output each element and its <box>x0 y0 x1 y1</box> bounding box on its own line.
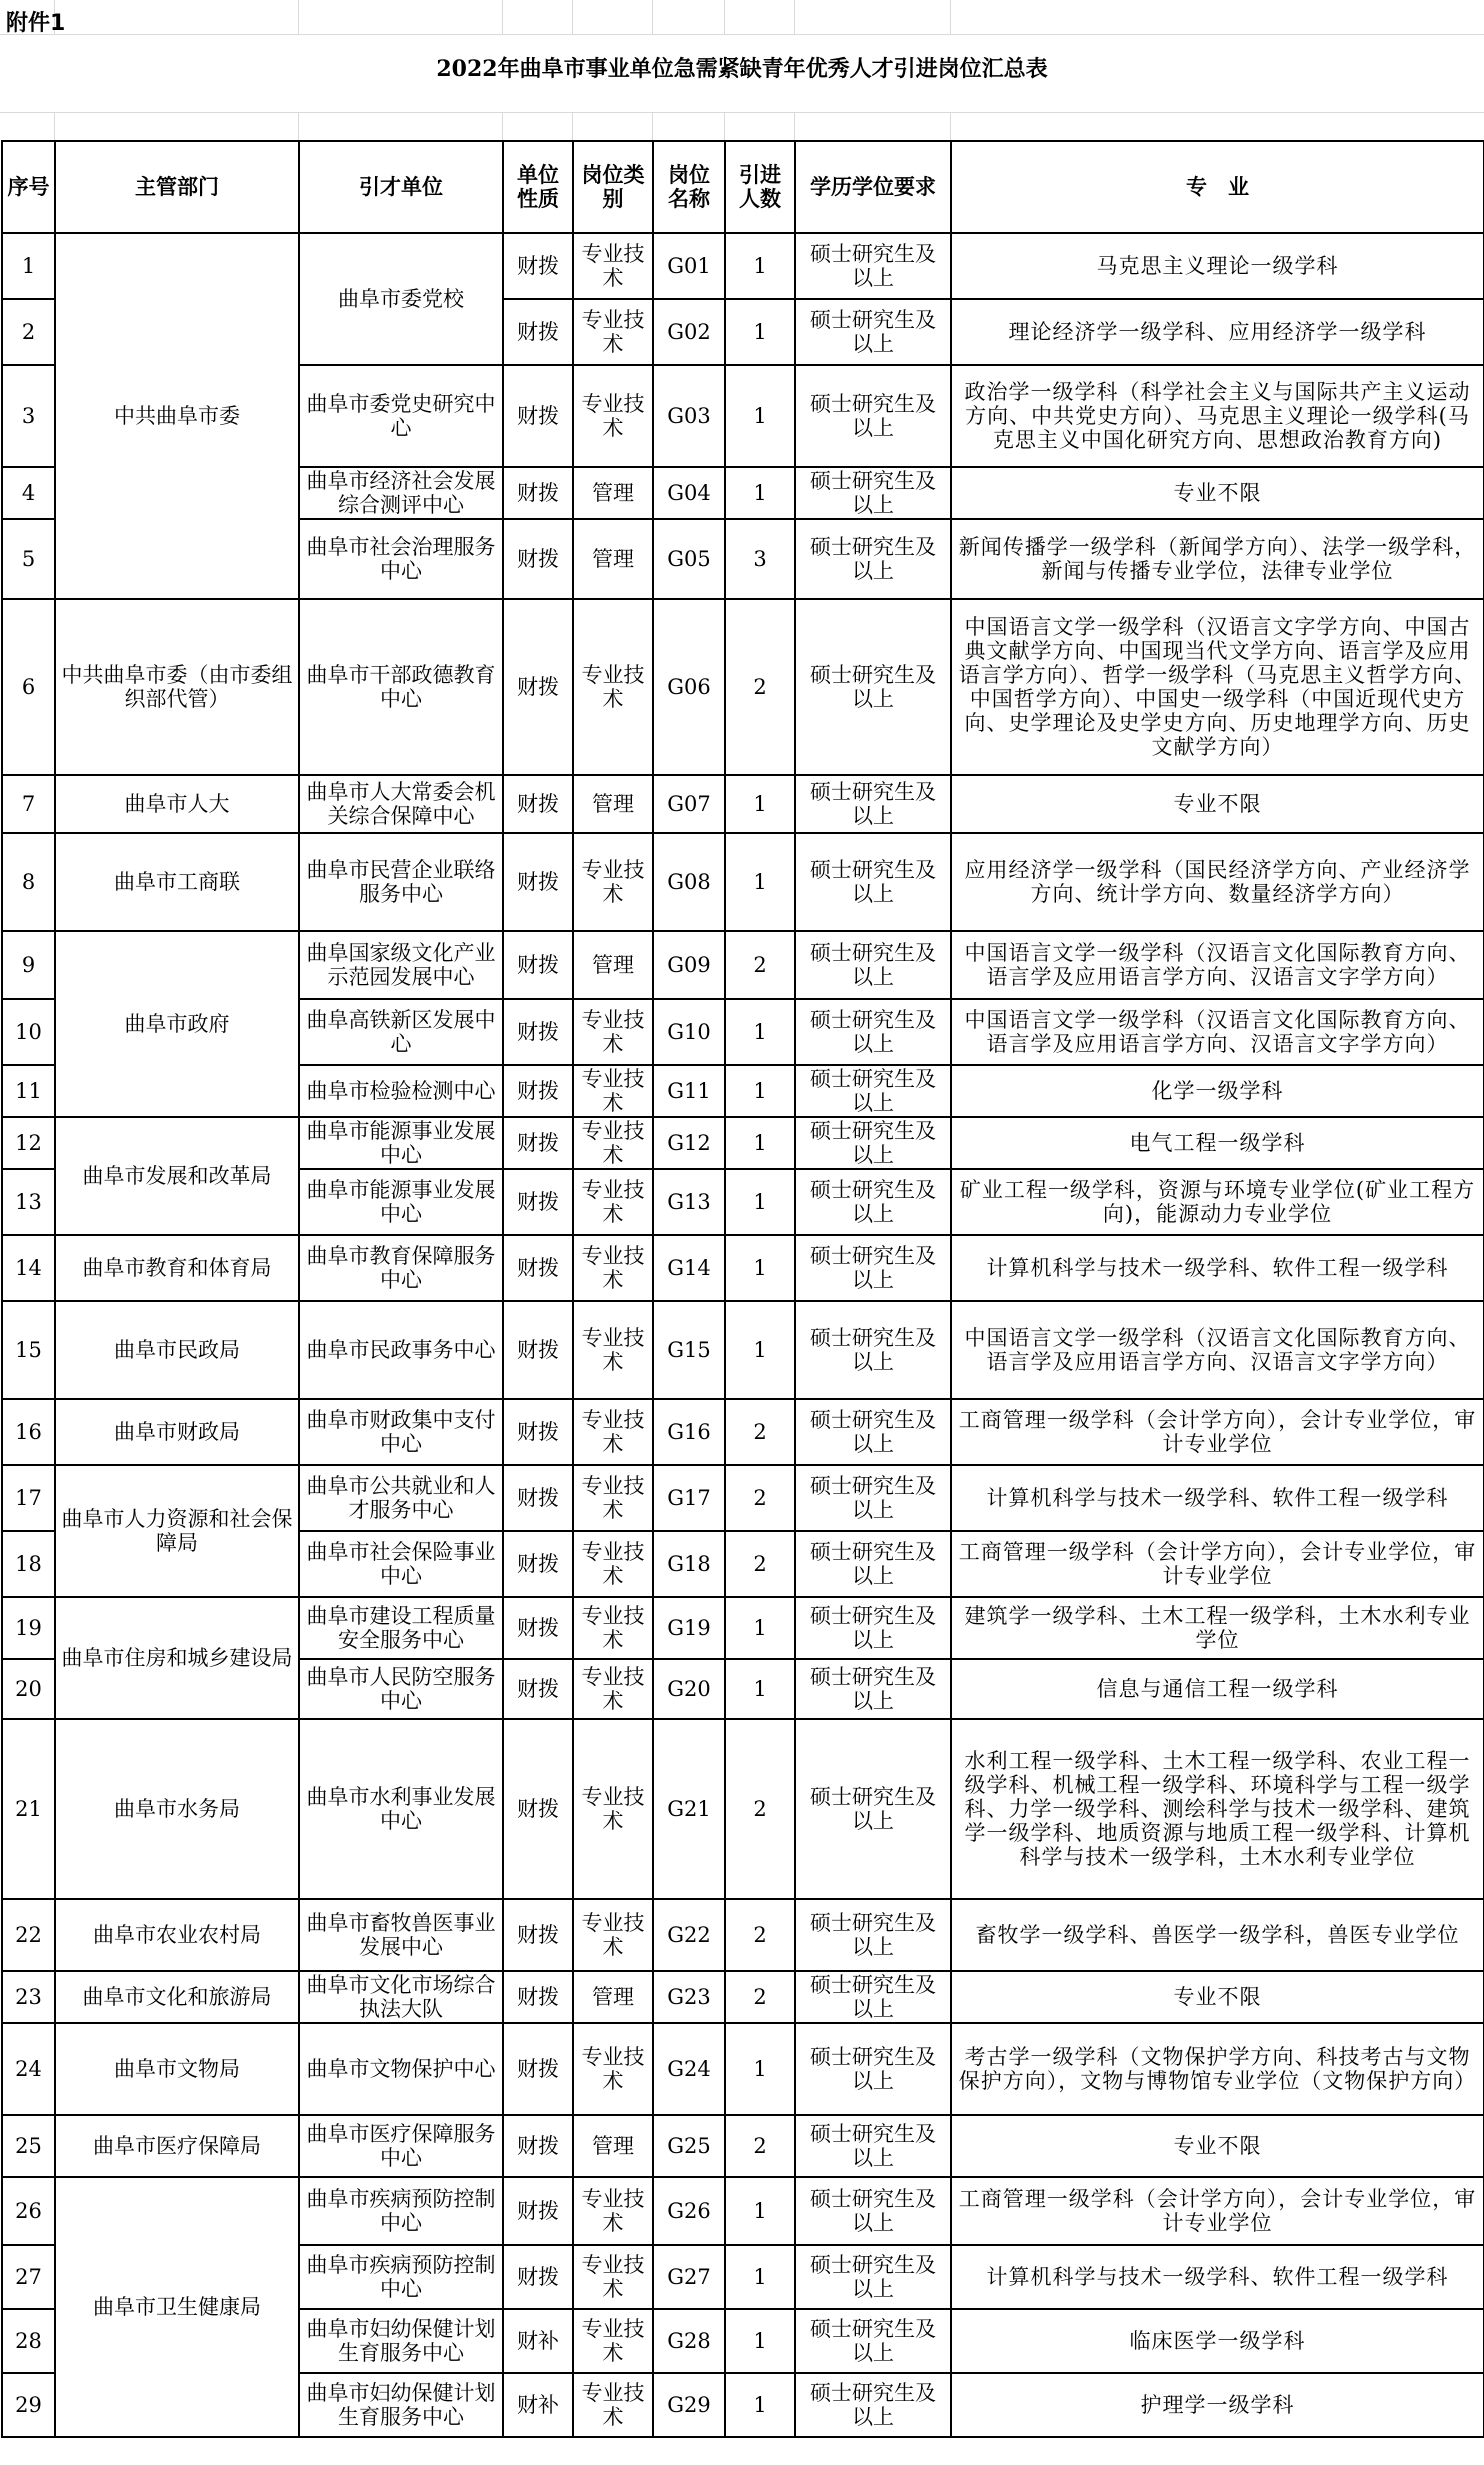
cell-nature: 财拨 <box>503 519 573 599</box>
cell-seq: 4 <box>2 467 55 519</box>
cell-education: 硕士研究生及以上 <box>795 1659 951 1719</box>
grid-line <box>502 112 503 140</box>
cell-count: 1 <box>725 2245 795 2309</box>
table-row <box>2 599 1484 775</box>
cell-count: 1 <box>725 1169 795 1235</box>
cell-unit: 曲阜市能源事业发展中心 <box>299 1117 503 1169</box>
cell-major: 中国语言文学一级学科（汉语言文字学方向、中国古典文献学方向、中国现当代文学方向、语言学及应用语言学方向）、哲学一级学科（马克思主义哲学方向、中国哲学方向）、中国史一级学科（中国近现代史方向、史学理论及史学史方向、历史地理学方向、历史文献学方向） <box>951 599 1484 775</box>
header-category: 岗位类别 <box>573 141 653 233</box>
cell-nature: 财拨 <box>503 299 573 365</box>
cell-category: 专业技术 <box>573 2023 653 2115</box>
cell-nature: 财拨 <box>503 1597 573 1659</box>
cell-seq: 21 <box>2 1719 55 1899</box>
cell-major: 新闻传播学一级学科（新闻学方向）、法学一级学科，新闻与传播专业学位，法律专业学位 <box>951 519 1484 599</box>
cell-education: 硕士研究生及以上 <box>795 233 951 299</box>
cell-category: 专业技术 <box>573 1899 653 1971</box>
cell-nature: 财拨 <box>503 1899 573 1971</box>
cell-education: 硕士研究生及以上 <box>795 2309 951 2373</box>
cell-unit: 曲阜市人大常委会机关综合保障中心 <box>299 775 503 833</box>
cell-count: 1 <box>725 365 795 467</box>
cell-major: 水利工程一级学科、土木工程一级学科、农业工程一级学科、机械工程一级学科、环境科学与工程一级学科、力学一级学科、测绘科学与技术一级学科、建筑学一级学科、地质资源与地质工程一级学科、计算机科学与技术一级学科，土木水利专业学位 <box>951 1719 1484 1899</box>
cell-seq: 23 <box>2 1971 55 2023</box>
cell-count: 1 <box>725 467 795 519</box>
cell-code: G28 <box>653 2309 725 2373</box>
cell-nature: 财拨 <box>503 2245 573 2309</box>
grid-line <box>0 34 1484 35</box>
cell-seq: 18 <box>2 1531 55 1597</box>
cell-unit: 曲阜市妇幼保健计划生育服务中心 <box>299 2309 503 2373</box>
cell-unit: 曲阜市社会保险事业中心 <box>299 1531 503 1597</box>
cell-major: 工商管理一级学科（会计学方向），会计专业学位，审计专业学位 <box>951 1399 1484 1465</box>
grid-line <box>724 112 725 140</box>
cell-code: G02 <box>653 299 725 365</box>
cell-department: 曲阜市文物局 <box>55 2023 299 2115</box>
cell-unit: 曲阜市公共就业和人才服务中心 <box>299 1465 503 1531</box>
cell-unit: 曲阜市民政事务中心 <box>299 1301 503 1399</box>
cell-seq: 19 <box>2 1597 55 1659</box>
cell-category: 专业技术 <box>573 299 653 365</box>
cell-department: 曲阜市住房和城乡建设局 <box>55 1597 299 1719</box>
cell-count: 1 <box>725 1301 795 1399</box>
cell-seq: 6 <box>2 599 55 775</box>
cell-seq: 10 <box>2 999 55 1065</box>
header-major: 专 业 <box>951 141 1484 233</box>
header-code: 岗位名称 <box>653 141 725 233</box>
cell-seq: 27 <box>2 2245 55 2309</box>
cell-code: G26 <box>653 2177 725 2245</box>
grid-line <box>794 0 795 34</box>
cell-education: 硕士研究生及以上 <box>795 1235 951 1301</box>
cell-unit: 曲阜市文物保护中心 <box>299 2023 503 2115</box>
cell-category: 专业技术 <box>573 1465 653 1531</box>
cell-unit: 曲阜市财政集中支付中心 <box>299 1399 503 1465</box>
cell-major: 工商管理一级学科（会计学方向），会计专业学位，审计专业学位 <box>951 2177 1484 2245</box>
cell-code: G21 <box>653 1719 725 1899</box>
cell-category: 专业技术 <box>573 1065 653 1117</box>
cell-education: 硕士研究生及以上 <box>795 1531 951 1597</box>
cell-major: 理论经济学一级学科、应用经济学一级学科 <box>951 299 1484 365</box>
cell-code: G06 <box>653 599 725 775</box>
cell-code: G19 <box>653 1597 725 1659</box>
cell-seq: 24 <box>2 2023 55 2115</box>
cell-major: 电气工程一级学科 <box>951 1117 1484 1169</box>
cell-count: 2 <box>725 599 795 775</box>
cell-nature: 财拨 <box>503 1117 573 1169</box>
cell-seq: 20 <box>2 1659 55 1719</box>
cell-education: 硕士研究生及以上 <box>795 2115 951 2177</box>
attachment-label: 附件1 <box>6 11 66 36</box>
cell-education: 硕士研究生及以上 <box>795 365 951 467</box>
cell-seq: 14 <box>2 1235 55 1301</box>
cell-category: 管理 <box>573 519 653 599</box>
cell-unit: 曲阜市疾病预防控制中心 <box>299 2245 503 2309</box>
cell-unit: 曲阜市民营企业联络服务中心 <box>299 833 503 931</box>
cell-code: G20 <box>653 1659 725 1719</box>
table-row <box>2 1971 1484 2023</box>
cell-category: 专业技术 <box>573 1399 653 1465</box>
cell-education: 硕士研究生及以上 <box>795 775 951 833</box>
table-header-row <box>2 141 1484 233</box>
cell-seq: 26 <box>2 2177 55 2245</box>
cell-code: G18 <box>653 1531 725 1597</box>
cell-major: 护理学一级学科 <box>951 2373 1484 2437</box>
table-row <box>2 775 1484 833</box>
grid-line <box>54 112 55 140</box>
cell-seq: 1 <box>2 233 55 299</box>
table-row <box>2 931 1484 999</box>
cell-unit: 曲阜市医疗保障服务中心 <box>299 2115 503 2177</box>
cell-count: 2 <box>725 2115 795 2177</box>
cell-code: G24 <box>653 2023 725 2115</box>
cell-education: 硕士研究生及以上 <box>795 931 951 999</box>
header-nature: 单位性质 <box>503 141 573 233</box>
grid-line <box>652 0 653 34</box>
cell-education: 硕士研究生及以上 <box>795 467 951 519</box>
header-unit: 引才单位 <box>299 141 503 233</box>
cell-code: G10 <box>653 999 725 1065</box>
page-title: 2022年曲阜市事业单位急需紧缺青年优秀人才引进岗位汇总表 <box>436 56 1048 82</box>
cell-nature: 财拨 <box>503 467 573 519</box>
cell-count: 1 <box>725 1065 795 1117</box>
cell-unit: 曲阜市检验检测中心 <box>299 1065 503 1117</box>
cell-major: 应用经济学一级学科（国民经济学方向、产业经济学方向、统计学方向、数量经济学方向） <box>951 833 1484 931</box>
cell-code: G14 <box>653 1235 725 1301</box>
cell-count: 1 <box>725 775 795 833</box>
cell-department: 曲阜市发展和改革局 <box>55 1117 299 1235</box>
cell-unit: 曲阜高铁新区发展中心 <box>299 999 503 1065</box>
table-row <box>2 1597 1484 1659</box>
cell-code: G09 <box>653 931 725 999</box>
cell-category: 专业技术 <box>573 1235 653 1301</box>
cell-nature: 财拨 <box>503 2115 573 2177</box>
sheet-grid-top <box>0 0 1484 140</box>
cell-unit: 曲阜市干部政德教育中心 <box>299 599 503 775</box>
cell-department: 曲阜市卫生健康局 <box>55 2177 299 2437</box>
cell-unit: 曲阜国家级文化产业示范园发展中心 <box>299 931 503 999</box>
cell-category: 专业技术 <box>573 1531 653 1597</box>
cell-count: 1 <box>725 999 795 1065</box>
cell-category: 专业技术 <box>573 2177 653 2245</box>
cell-education: 硕士研究生及以上 <box>795 519 951 599</box>
grid-line <box>298 0 299 34</box>
cell-department: 曲阜市财政局 <box>55 1399 299 1465</box>
cell-major: 专业不限 <box>951 467 1484 519</box>
cell-count: 1 <box>725 2373 795 2437</box>
table-row <box>2 1301 1484 1399</box>
cell-major: 信息与通信工程一级学科 <box>951 1659 1484 1719</box>
cell-major: 化学一级学科 <box>951 1065 1484 1117</box>
cell-education: 硕士研究生及以上 <box>795 1065 951 1117</box>
cell-category: 专业技术 <box>573 1597 653 1659</box>
cell-major: 建筑学一级学科、土木工程一级学科，土木水利专业学位 <box>951 1597 1484 1659</box>
cell-seq: 28 <box>2 2309 55 2373</box>
cell-major: 中国语言文学一级学科（汉语言文化国际教育方向、语言学及应用语言学方向、汉语言文字学方向） <box>951 931 1484 999</box>
cell-count: 1 <box>725 2023 795 2115</box>
cell-code: G07 <box>653 775 725 833</box>
cell-category: 专业技术 <box>573 2309 653 2373</box>
table-row <box>2 1465 1484 1531</box>
cell-department: 曲阜市人力资源和社会保障局 <box>55 1465 299 1597</box>
cell-nature: 财拨 <box>503 999 573 1065</box>
cell-code: G11 <box>653 1065 725 1117</box>
cell-seq: 29 <box>2 2373 55 2437</box>
cell-major: 考古学一级学科（文物保护学方向、科技考古与文物保护方向），文物与博物馆专业学位（文物保护方向） <box>951 2023 1484 2115</box>
cell-count: 1 <box>725 2177 795 2245</box>
cell-department: 曲阜市水务局 <box>55 1719 299 1899</box>
cell-seq: 3 <box>2 365 55 467</box>
cell-major: 临床医学一级学科 <box>951 2309 1484 2373</box>
cell-nature: 财拨 <box>503 1169 573 1235</box>
cell-department: 曲阜市民政局 <box>55 1301 299 1399</box>
cell-education: 硕士研究生及以上 <box>795 1117 951 1169</box>
cell-education: 硕士研究生及以上 <box>795 2373 951 2437</box>
grid-line <box>724 0 725 34</box>
cell-category: 管理 <box>573 775 653 833</box>
cell-code: G03 <box>653 365 725 467</box>
table-row <box>2 1399 1484 1465</box>
cell-seq: 5 <box>2 519 55 599</box>
header-count: 引进人数 <box>725 141 795 233</box>
cell-category: 专业技术 <box>573 233 653 299</box>
table-row <box>2 233 1484 299</box>
header-education: 学历学位要求 <box>795 141 951 233</box>
grid-line <box>572 112 573 140</box>
cell-nature: 财拨 <box>503 775 573 833</box>
cell-category: 专业技术 <box>573 833 653 931</box>
cell-nature: 财拨 <box>503 1719 573 1899</box>
cell-code: G22 <box>653 1899 725 1971</box>
cell-major: 中国语言文学一级学科（汉语言文化国际教育方向、语言学及应用语言学方向、汉语言文字学方向） <box>951 999 1484 1065</box>
grid-line <box>572 0 573 34</box>
cell-code: G17 <box>653 1465 725 1531</box>
header-department: 主管部门 <box>55 141 299 233</box>
cell-category: 管理 <box>573 2115 653 2177</box>
cell-code: G05 <box>653 519 725 599</box>
cell-nature: 财拨 <box>503 233 573 299</box>
cell-seq: 12 <box>2 1117 55 1169</box>
cell-count: 2 <box>725 931 795 999</box>
cell-education: 硕士研究生及以上 <box>795 1719 951 1899</box>
cell-major: 计算机科学与技术一级学科、软件工程一级学科 <box>951 2245 1484 2309</box>
cell-seq: 11 <box>2 1065 55 1117</box>
header-seq: 序号 <box>2 141 55 233</box>
cell-major: 专业不限 <box>951 775 1484 833</box>
grid-line <box>950 112 951 140</box>
cell-department: 曲阜市工商联 <box>55 833 299 931</box>
cell-count: 2 <box>725 1399 795 1465</box>
table-row <box>2 1235 1484 1301</box>
cell-seq: 15 <box>2 1301 55 1399</box>
cell-education: 硕士研究生及以上 <box>795 833 951 931</box>
cell-category: 专业技术 <box>573 1301 653 1399</box>
cell-major: 马克思主义理论一级学科 <box>951 233 1484 299</box>
cell-nature: 财拨 <box>503 1531 573 1597</box>
cell-nature: 财拨 <box>503 1065 573 1117</box>
cell-seq: 7 <box>2 775 55 833</box>
cell-category: 专业技术 <box>573 2373 653 2437</box>
cell-department: 曲阜市文化和旅游局 <box>55 1971 299 2023</box>
cell-education: 硕士研究生及以上 <box>795 2245 951 2309</box>
cell-unit: 曲阜市水利事业发展中心 <box>299 1719 503 1899</box>
cell-category: 专业技术 <box>573 599 653 775</box>
cell-nature: 财拨 <box>503 833 573 931</box>
cell-seq: 9 <box>2 931 55 999</box>
cell-seq: 8 <box>2 833 55 931</box>
cell-count: 1 <box>725 233 795 299</box>
cell-count: 1 <box>725 1597 795 1659</box>
cell-unit: 曲阜市委党史研究中心 <box>299 365 503 467</box>
cell-unit: 曲阜市经济社会发展综合测评中心 <box>299 467 503 519</box>
cell-category: 专业技术 <box>573 1659 653 1719</box>
cell-major: 中国语言文学一级学科（汉语言文化国际教育方向、语言学及应用语言学方向、汉语言文字学方向） <box>951 1301 1484 1399</box>
cell-count: 2 <box>725 1899 795 1971</box>
cell-seq: 2 <box>2 299 55 365</box>
cell-count: 2 <box>725 1531 795 1597</box>
cell-department: 曲阜市农业农村局 <box>55 1899 299 1971</box>
cell-category: 专业技术 <box>573 1169 653 1235</box>
cell-seq: 13 <box>2 1169 55 1235</box>
cell-category: 管理 <box>573 1971 653 2023</box>
cell-count: 1 <box>725 1235 795 1301</box>
table-row <box>2 833 1484 931</box>
cell-unit: 曲阜市文化市场综合执法大队 <box>299 1971 503 2023</box>
cell-count: 2 <box>725 1719 795 1899</box>
grid-line <box>652 112 653 140</box>
cell-major: 政治学一级学科（科学社会主义与国际共产主义运动方向、中共党史方向）、马克思主义理论一级学科(马克思主义中国化研究方向、思想政治教育方向) <box>951 365 1484 467</box>
cell-nature: 财拨 <box>503 1971 573 2023</box>
cell-major: 工商管理一级学科（会计学方向），会计专业学位，审计专业学位 <box>951 1531 1484 1597</box>
cell-count: 1 <box>725 299 795 365</box>
table-row <box>2 1899 1484 1971</box>
cell-nature: 财拨 <box>503 2177 573 2245</box>
cell-education: 硕士研究生及以上 <box>795 2023 951 2115</box>
cell-education: 硕士研究生及以上 <box>795 599 951 775</box>
cell-count: 2 <box>725 1465 795 1531</box>
cell-unit: 曲阜市疾病预防控制中心 <box>299 2177 503 2245</box>
cell-unit: 曲阜市建设工程质量安全服务中心 <box>299 1597 503 1659</box>
cell-seq: 17 <box>2 1465 55 1531</box>
cell-unit: 曲阜市教育保障服务中心 <box>299 1235 503 1301</box>
grid-line <box>0 112 1484 113</box>
cell-major: 计算机科学与技术一级学科、软件工程一级学科 <box>951 1465 1484 1531</box>
cell-department: 曲阜市教育和体育局 <box>55 1235 299 1301</box>
cell-category: 管理 <box>573 931 653 999</box>
cell-nature: 财拨 <box>503 1659 573 1719</box>
grid-line <box>298 112 299 140</box>
cell-education: 硕士研究生及以上 <box>795 1169 951 1235</box>
cell-nature: 财拨 <box>503 1235 573 1301</box>
cell-major: 专业不限 <box>951 2115 1484 2177</box>
table-row <box>2 2023 1484 2115</box>
grid-line <box>950 0 951 34</box>
cell-education: 硕士研究生及以上 <box>795 1465 951 1531</box>
cell-code: G25 <box>653 2115 725 2177</box>
cell-category: 专业技术 <box>573 365 653 467</box>
cell-count: 1 <box>725 1659 795 1719</box>
table-row <box>2 1117 1484 1169</box>
cell-category: 专业技术 <box>573 1117 653 1169</box>
cell-major: 专业不限 <box>951 1971 1484 2023</box>
cell-major: 计算机科学与技术一级学科、软件工程一级学科 <box>951 1235 1484 1301</box>
cell-count: 1 <box>725 833 795 931</box>
cell-unit: 曲阜市人民防空服务中心 <box>299 1659 503 1719</box>
cell-code: G13 <box>653 1169 725 1235</box>
cell-education: 硕士研究生及以上 <box>795 1301 951 1399</box>
table-row <box>2 2177 1484 2245</box>
cell-seq: 25 <box>2 2115 55 2177</box>
cell-count: 1 <box>725 1117 795 1169</box>
cell-education: 硕士研究生及以上 <box>795 999 951 1065</box>
cell-education: 硕士研究生及以上 <box>795 1399 951 1465</box>
cell-nature: 财拨 <box>503 2023 573 2115</box>
cell-unit: 曲阜市畜牧兽医事业发展中心 <box>299 1899 503 1971</box>
cell-nature: 财拨 <box>503 599 573 775</box>
cell-major: 畜牧学一级学科、兽医学一级学科，兽医专业学位 <box>951 1899 1484 1971</box>
cell-code: G23 <box>653 1971 725 2023</box>
cell-nature: 财拨 <box>503 1399 573 1465</box>
cell-code: G04 <box>653 467 725 519</box>
grid-line <box>794 112 795 140</box>
cell-category: 管理 <box>573 467 653 519</box>
cell-code: G08 <box>653 833 725 931</box>
cell-unit: 曲阜市社会治理服务中心 <box>299 519 503 599</box>
cell-code: G01 <box>653 233 725 299</box>
cell-count: 1 <box>725 2309 795 2373</box>
cell-education: 硕士研究生及以上 <box>795 2177 951 2245</box>
cell-department: 曲阜市政府 <box>55 931 299 1117</box>
cell-category: 专业技术 <box>573 2245 653 2309</box>
positions-table <box>1 140 1484 2438</box>
cell-education: 硕士研究生及以上 <box>795 1597 951 1659</box>
table-row <box>2 2115 1484 2177</box>
grid-line <box>502 0 503 34</box>
cell-seq: 22 <box>2 1899 55 1971</box>
cell-nature: 财补 <box>503 2373 573 2437</box>
cell-department: 曲阜市人大 <box>55 775 299 833</box>
cell-category: 专业技术 <box>573 1719 653 1899</box>
cell-unit: 曲阜市能源事业发展中心 <box>299 1169 503 1235</box>
cell-nature: 财拨 <box>503 365 573 467</box>
cell-education: 硕士研究生及以上 <box>795 299 951 365</box>
cell-education: 硕士研究生及以上 <box>795 1971 951 2023</box>
cell-department: 中共曲阜市委 <box>55 233 299 599</box>
cell-nature: 财拨 <box>503 931 573 999</box>
cell-code: G16 <box>653 1399 725 1465</box>
cell-seq: 16 <box>2 1399 55 1465</box>
cell-code: G27 <box>653 2245 725 2309</box>
cell-count: 3 <box>725 519 795 599</box>
cell-nature: 财拨 <box>503 1301 573 1399</box>
table-body <box>2 233 1484 2437</box>
cell-count: 2 <box>725 1971 795 2023</box>
cell-department: 中共曲阜市委（由市委组织部代管） <box>55 599 299 775</box>
cell-code: G15 <box>653 1301 725 1399</box>
cell-category: 专业技术 <box>573 999 653 1065</box>
cell-major: 矿业工程一级学科，资源与环境专业学位(矿业工程方向)，能源动力专业学位 <box>951 1169 1484 1235</box>
cell-nature: 财补 <box>503 2309 573 2373</box>
cell-code: G29 <box>653 2373 725 2437</box>
cell-nature: 财拨 <box>503 1465 573 1531</box>
cell-unit: 曲阜市妇幼保健计划生育服务中心 <box>299 2373 503 2437</box>
cell-education: 硕士研究生及以上 <box>795 1899 951 1971</box>
cell-unit: 曲阜市委党校 <box>299 233 503 365</box>
table-row <box>2 1719 1484 1899</box>
cell-department: 曲阜市医疗保障局 <box>55 2115 299 2177</box>
cell-code: G12 <box>653 1117 725 1169</box>
